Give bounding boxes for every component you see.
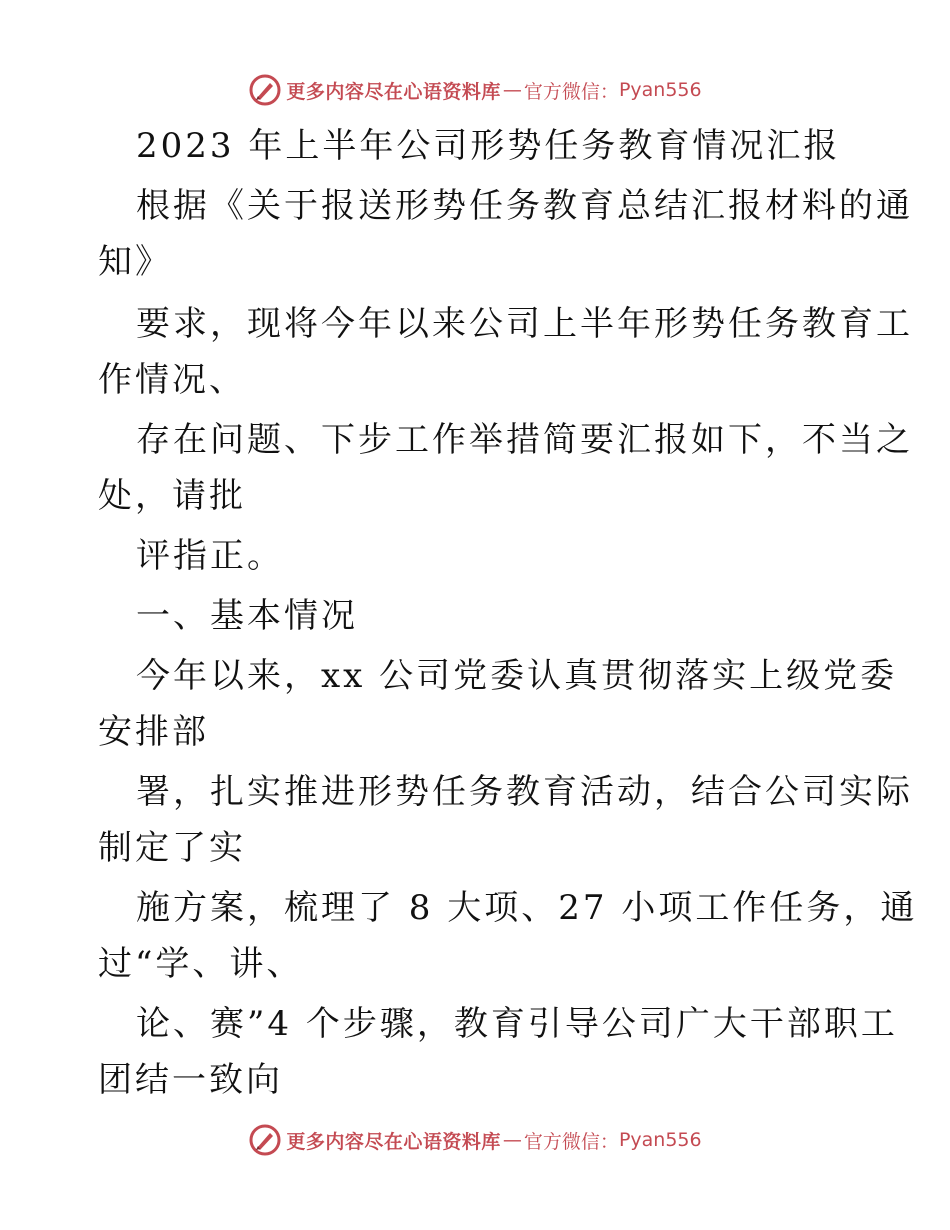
paragraph-line: 评指正。 — [136, 536, 284, 576]
section-heading: 一、基本情况 — [136, 596, 358, 636]
watermark-contact-id: Pyan556 — [618, 79, 702, 101]
watermark-text: 更多内容尽在心语资料库 — [286, 1130, 501, 1153]
paragraph-line: 施方案，梳理了 8 大项、27 小项工作任务，通 — [136, 888, 918, 928]
paragraph-line: 过“学、讲、 — [98, 944, 304, 984]
paragraph-line: 处，请批 — [98, 476, 246, 516]
watermark-contact-label: 官方微信： — [523, 80, 619, 103]
paragraph-line: 存在问题、下步工作举措简要汇报如下，不当之 — [136, 420, 913, 460]
watermark-contact-label: 官方微信： — [523, 1130, 619, 1153]
watermark-dash: — — [502, 79, 522, 101]
document-title: 2023 年上半年公司形势任务教育情况汇报 — [136, 126, 841, 166]
paragraph-line: 根据《关于报送形势任务教育总结汇报材料的通 — [136, 186, 913, 226]
watermark-text: 更多内容尽在心语资料库 — [286, 80, 501, 103]
paragraph-line: 制定了实 — [98, 828, 246, 868]
paragraph-line: 论、赛”4 个步骤，教育引导公司广大干部职工 — [136, 1004, 898, 1044]
watermark-dash: — — [502, 1129, 522, 1151]
watermark-contact-id: Pyan556 — [618, 1129, 702, 1151]
pen-logo-icon — [248, 1123, 282, 1157]
paragraph-line: 作情况、 — [98, 360, 246, 400]
paragraph-line: 要求，现将今年以来公司上半年形势任务教育工 — [136, 304, 913, 344]
paragraph-line: 今年以来，xx 公司党委认真贯彻落实上级党委 — [136, 656, 898, 696]
paragraph-line: 安排部 — [98, 712, 209, 752]
paragraph-line: 知》 — [98, 242, 172, 282]
pen-logo-icon — [248, 73, 282, 107]
watermark-footer — [0, 1120, 950, 1160]
paragraph-line: 团结一致向 — [98, 1060, 283, 1100]
paragraph-line: 署，扎实推进形势任务教育活动，结合公司实际 — [136, 772, 913, 812]
watermark-header — [0, 70, 950, 110]
